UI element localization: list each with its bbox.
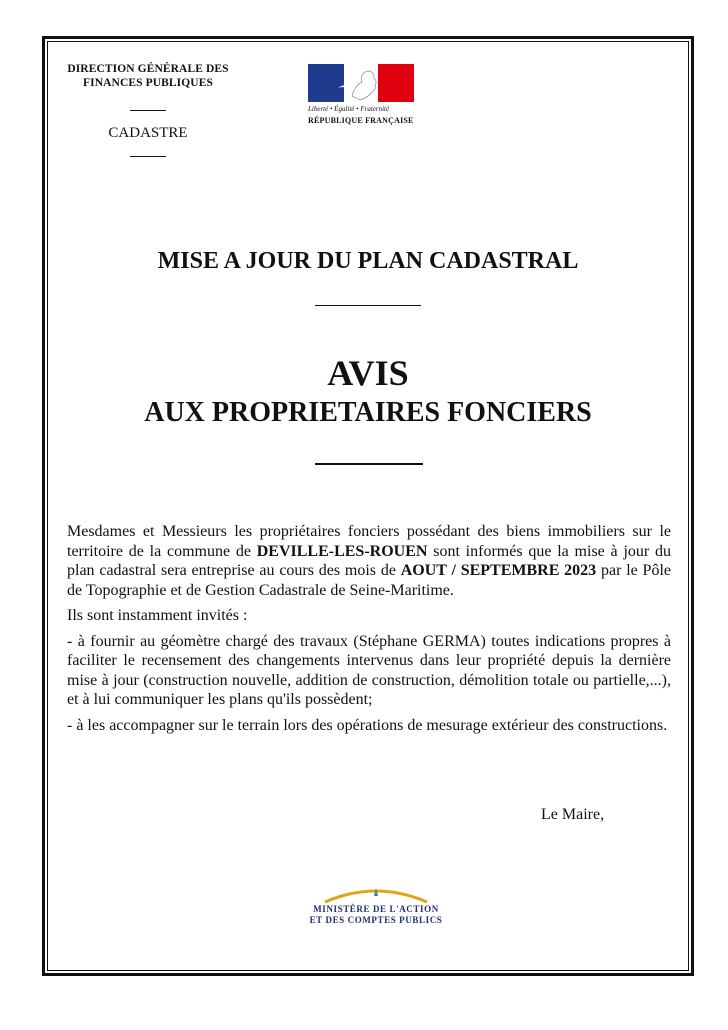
instruction-1: - à fournir au géomètre chargé des travaux (Stéphane GERMA) toutes indications propres à faciliter le recensement des changements intervenus dans leur propriété depuis la dernière mise à jour (construction nouvelle, addition de construction, démolition totale ou partielle,...), et à lui communiquer les plans qu'ils possèdent;: [67, 632, 671, 708]
republic-name: RÉPUBLIQUE FRANÇAISE: [308, 116, 414, 125]
intro-paragraph: [67, 522, 671, 600]
republic-motto: Liberté • Égalité • Fraternité: [308, 105, 390, 113]
divider: [130, 156, 166, 157]
republique-francaise-logo: [308, 64, 418, 125]
invitation-paragraph: Ils sont instamment invités :: [67, 607, 248, 624]
issuer-block: [60, 62, 236, 157]
intro-text: sont informés que la mise à jour du plan cadastral sera entreprise au cours des mois de: [67, 542, 671, 579]
notice-divider: [315, 463, 423, 465]
ministry-arc-icon: [321, 882, 431, 904]
survey-period: AOUT / SEPTEMBRE 2023: [400, 562, 597, 579]
divider: [130, 110, 166, 111]
commune-name: DEVILLE-LES-ROUEN: [256, 542, 428, 560]
department-line-2: FINANCES PUBLIQUES: [83, 77, 213, 89]
page-border-inner: [47, 41, 689, 971]
notice-body: [67, 522, 671, 741]
intro-text: par le Pôle de Topographie et de Gestion Cadastrale de Seine-Maritime.: [67, 562, 671, 599]
marianne-flag-icon: [308, 64, 414, 102]
document-title: MISE A JOUR DU PLAN CADASTRAL: [157, 248, 579, 274]
instruction-2: - à les accompagner sur le terrain lors des opérations de mesurage extérieur des constructions.: [67, 716, 668, 734]
title-divider: [315, 305, 421, 306]
notice-heading: AVIS: [327, 353, 409, 393]
signature: Le Maire,: [541, 806, 605, 823]
ministry-logo: [296, 882, 456, 926]
department-line-1: DIRECTION GÉNÉRALE DES: [67, 63, 229, 75]
ministry-line-1: MINISTÈRE DE L'ACTION: [313, 904, 439, 914]
notice-subheading: AUX PROPRIETAIRES FONCIERS: [144, 397, 592, 428]
service-name: CADASTRE: [108, 125, 188, 141]
ministry-line-2: ET DES COMPTES PUBLICS: [309, 915, 443, 925]
intro-text: Mesdames et Messieurs les propriétaires fonciers possédant des biens immobiliers sur le territoire de la commune de: [67, 523, 671, 560]
